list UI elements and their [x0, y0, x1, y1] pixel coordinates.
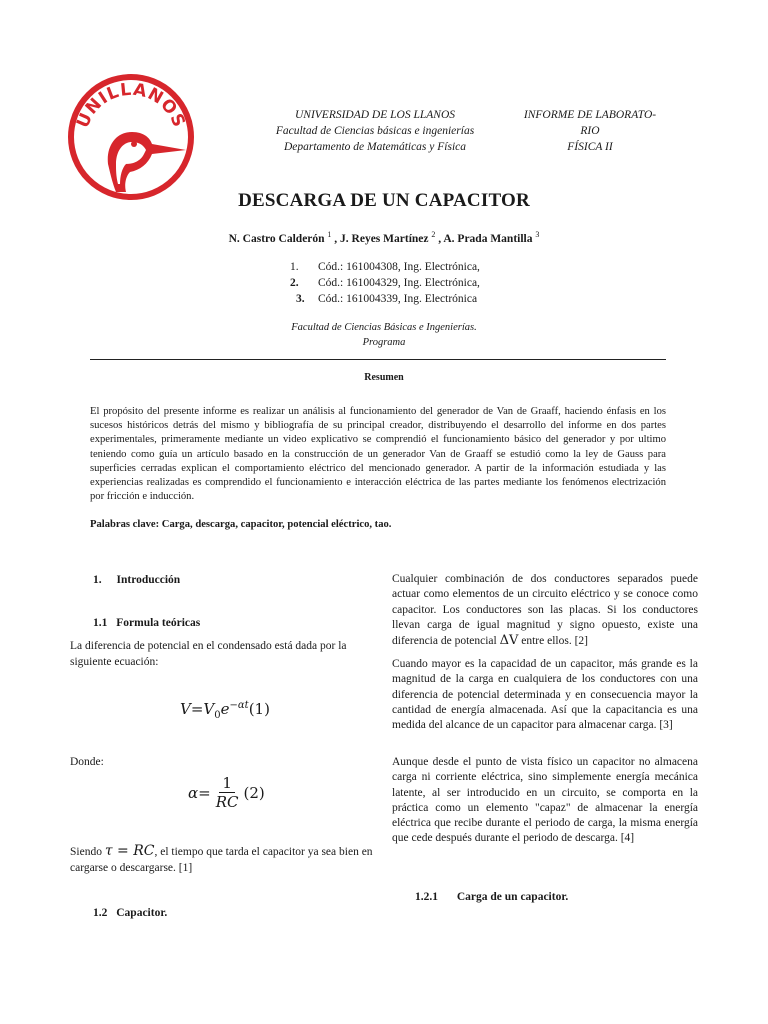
author-codes-list: [290, 259, 480, 307]
authors-line: [0, 230, 768, 245]
affiliation: [0, 320, 768, 350]
author-1: N. Castro Calderón: [228, 232, 325, 245]
equation-2: α = $\frac{1}{RC}$ (2): [188, 774, 265, 811]
paper-title: DESCARGA DE UN CAPACITOR: [238, 190, 530, 211]
text-span: Siendo: [70, 846, 105, 858]
faculty-name: Facultad de Ciencias básicas e ingenierías: [275, 125, 475, 137]
section-number: 1.: [93, 574, 102, 586]
author-3-mark: 3: [535, 230, 540, 239]
section-number: 1.2: [93, 907, 108, 919]
paragraph: Donde:: [70, 756, 104, 768]
paragraph: La diferencia de potencial en el condensado está dada por la siguiente ecuación:: [70, 640, 347, 668]
university-name: UNIVERSIDAD DE LOS LLANOS: [294, 109, 456, 121]
university-logo: [66, 72, 196, 202]
course-name: FÍSICA II: [567, 141, 613, 153]
section-title: Introducción: [116, 574, 181, 586]
inline-equation: τ = RC: [104, 843, 155, 859]
equation-1: $V=V_0e^{-\alpha t}(1)$: [180, 700, 270, 721]
author-2: , J. Reyes Martínez: [334, 232, 429, 245]
eq-lhs: α: [188, 783, 199, 802]
inline-symbol: ΔV: [499, 633, 519, 649]
section-1-2-1-heading: [415, 890, 721, 905]
fraction-numerator: 1: [219, 774, 235, 793]
logo-text: UNILLANOS: [73, 79, 189, 131]
text-span: entre ellos. [2]: [518, 635, 588, 648]
report-type-line1: INFORME DE LABORATO-: [523, 109, 657, 121]
author-3: , A. Prada Mantilla: [438, 232, 533, 245]
section-number: 1.1: [93, 617, 108, 629]
section-title: Formula teóricas: [116, 617, 201, 629]
keywords: Palabras clave: Carga, descarga, capacitor, potencial eléctrico, tao.: [90, 519, 392, 530]
section-title: Capacitor.: [116, 907, 168, 919]
header-institution: [235, 107, 515, 155]
list-item: [290, 291, 480, 307]
section-1-2-heading: [93, 905, 399, 921]
list-item-text: Cód.: 161004339, Ing. Electrónica: [318, 293, 478, 305]
list-item-text: Cód.: 161004329, Ing. Electrónica,: [318, 277, 480, 289]
list-item-number: 1.: [290, 261, 299, 273]
section-1-1-heading: [93, 615, 399, 631]
author-1-mark: 1: [327, 230, 332, 239]
eq-sub: 0: [214, 710, 221, 721]
affiliation-line1: Facultad de Ciencias Básicas e Ingenierías.: [291, 322, 477, 333]
eq-exp: −αt: [229, 700, 249, 711]
section-title: Carga de un capacitor.: [456, 891, 569, 903]
department-name: Departamento de Matemáticas y Física: [283, 141, 467, 153]
abstract-heading: Resumen: [364, 372, 404, 383]
paragraph: [392, 572, 698, 649]
text-span: , el tiempo que tarda el capacitor ya sea bien en cargarse o descargarse. [1]: [70, 846, 373, 874]
section-1-heading: [93, 572, 399, 588]
report-type-line2: RIO: [580, 125, 600, 137]
author-2-mark: 2: [431, 230, 436, 239]
header-divider: [90, 359, 666, 360]
eq-e: e: [220, 700, 230, 718]
eq-number: (2): [243, 783, 265, 802]
fraction-denominator: RC: [215, 793, 239, 811]
fraction: [213, 774, 242, 811]
eq-number: (1): [248, 700, 270, 718]
header-report: [515, 107, 665, 155]
section-number: 1.2.1: [415, 891, 438, 903]
paragraph: Aunque desde el punto de vista físico un capacitor no almacena carga ni corriente eléctrica, sino simplemente energía mecánica latente, al ser introducido en un circuito, se comporta en la práctica como un elemento "capaz" de almacenar la energía eléctrica que recibe durante el periodo de carga, la misma energía que cede después durante el periodo de descarga. [4]: [392, 756, 698, 845]
eq-lhs: V: [180, 700, 191, 718]
list-item: [290, 259, 480, 275]
affiliation-line2: Programa: [362, 337, 406, 348]
eq-v: V: [203, 700, 215, 718]
list-item: [290, 275, 480, 291]
list-item-number: 3.: [296, 293, 305, 305]
paragraph: [70, 843, 376, 876]
list-item-number: 2.: [290, 277, 299, 289]
paragraph: Cuando mayor es la capacidad de un capacitor, más grande es la magnitud de la carga en cualquiera de los conductores con una diferencia de potencial determinada y en consecuencia mayor la cantidad de energía almacenada. Así que la capacitancia es una medida del alcance de un capacitor para almacenar carga. [3]: [392, 658, 698, 732]
list-item-text: Cód.: 161004308, Ing. Electrónica,: [318, 261, 480, 273]
text-span: Cualquier combinación de dos conductores separados puede actuar como elementos de un circuito eléctrico y se conoce como capacitor. Los conductores son las placas. Si los conductores llevan carga de igual magnitud y signo opuesto, existe una diferencia de potencial: [392, 573, 698, 648]
abstract-text: El propósito del presente informe es realizar un análisis al funcionamiento del generador de Van de Graaff, haciendo énfasis en los sucesos históricos detrás del mismo y bibliografía de su principal creador, distribuyendo el desarrollo del informe en dos partes experimentales, primeramente mediante un video explicativo se comprendió el funcionamiento básico del generador y por ultimo teniendo como guía un artículo basado en la construcción de un generador Van de Graaff se estudió como la ley de Gauss para superficies cerradas explican el comportamiento eléctrico del mencionado generador. A partir de la información estudiada y las experiencias realizadas es comprendido el funcionamiento e interacción eléctrica de las partes mediante los fenómenos electrización por fricción e inducción.: [90, 406, 666, 503]
